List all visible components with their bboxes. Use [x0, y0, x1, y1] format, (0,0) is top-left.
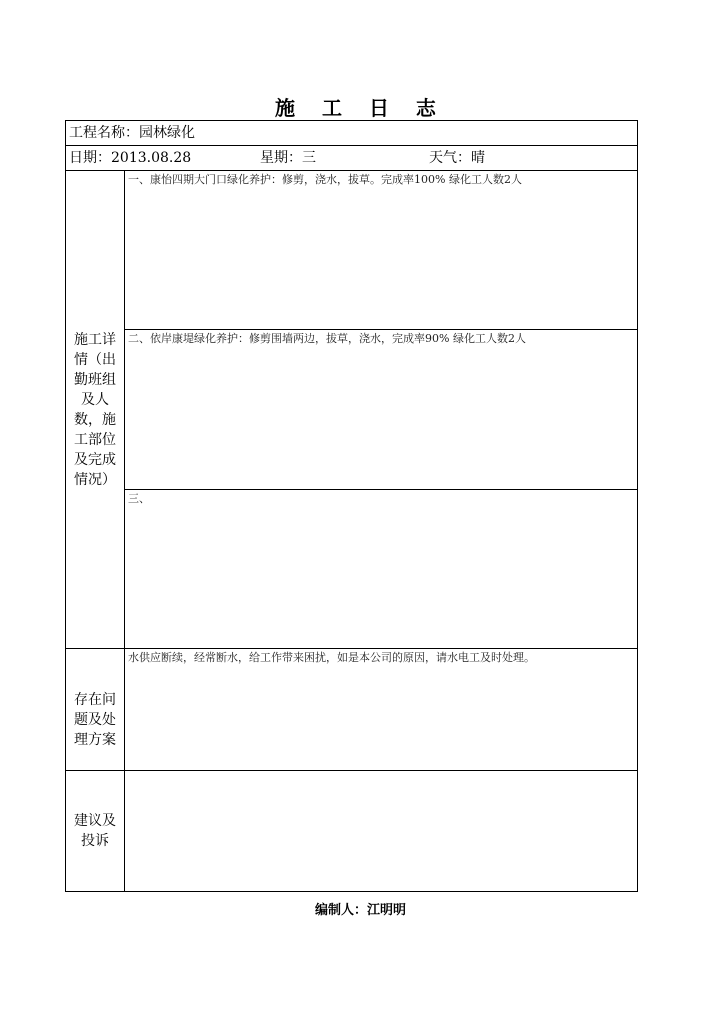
project-name-row	[65, 120, 638, 146]
compiler-row	[0, 899, 721, 918]
details-label: 施工详情（出勤班组及人数，施工部位及完成情况）	[65, 170, 125, 649]
compiler-name: 江明明	[367, 903, 407, 918]
compiler-label: 编制人：	[314, 903, 367, 918]
date-label: 日期：	[69, 150, 111, 166]
detail-item-1[interactable]: 一、康怡四期大门口绿化养护：修剪，浇水，拔草。完成率100% 绿化工人数2人	[124, 170, 638, 330]
date-row	[65, 145, 638, 171]
project-label: 工程名称：	[69, 125, 139, 141]
detail-item-2[interactable]: 二、依岸康堤绿化养护：修剪围墙两边，拔草，浇水，完成率90% 绿化工人数2人	[124, 329, 638, 490]
weekday-value: 三	[302, 150, 316, 166]
page-title: 施 工 日 志	[275, 96, 446, 120]
project-value: 园林绿化	[139, 125, 195, 141]
weather-label: 天气：	[429, 150, 471, 166]
problems-content[interactable]: 水供应断续，经常断水，给工作带来困扰，如是本公司的原因，请水电工及时处理。	[124, 648, 638, 771]
problems-label: 存在问题及处理方案	[65, 648, 125, 771]
suggestions-content[interactable]	[124, 770, 638, 892]
detail-item-3[interactable]: 三、	[124, 489, 638, 649]
date-value: 2013.08.28	[111, 150, 192, 166]
suggestions-label: 建议及投诉	[65, 770, 125, 892]
weather-value: 晴	[471, 150, 485, 166]
weekday-label: 星期：	[260, 150, 302, 166]
